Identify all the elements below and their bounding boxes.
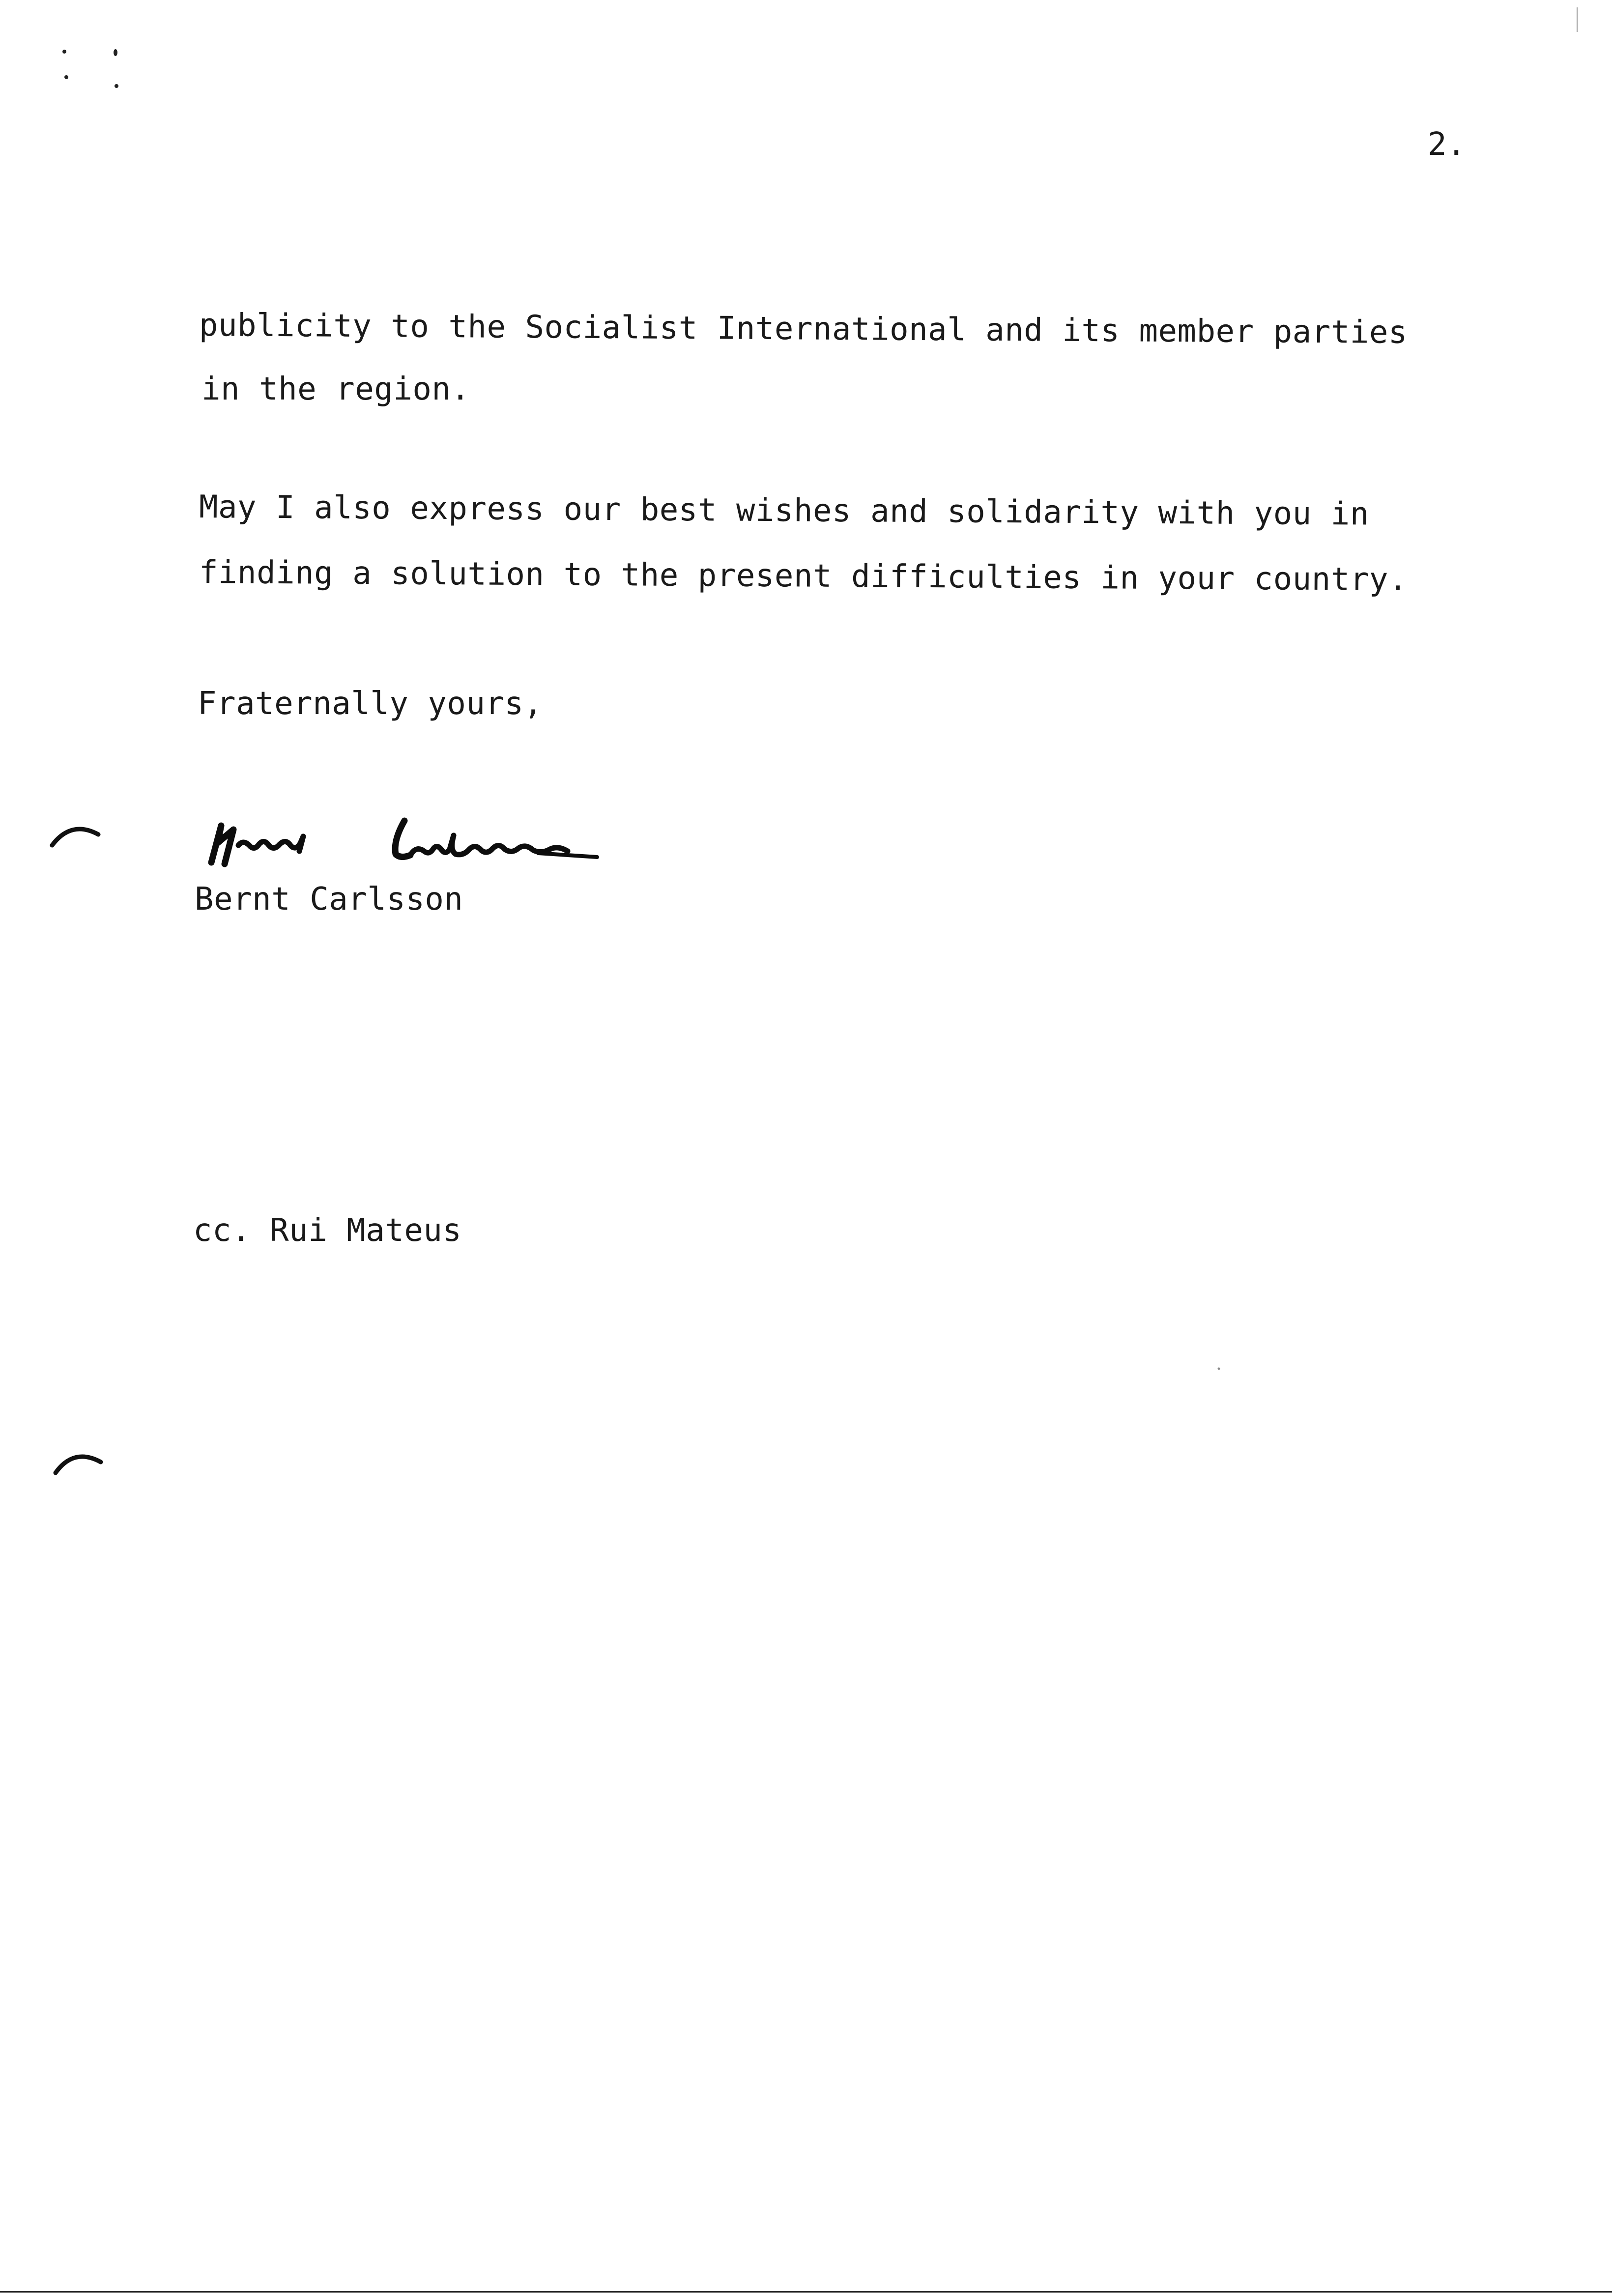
page-number: 2. bbox=[1428, 126, 1467, 163]
signer-name: Bernt Carlsson bbox=[195, 881, 463, 918]
punch-hole-arc-mark bbox=[52, 1442, 106, 1477]
cc-line: cc. Rui Mateus bbox=[193, 1212, 462, 1249]
body-line: publicity to the Socialist International and its member parties bbox=[199, 307, 1408, 351]
body-line: finding a solution to the present difficulties in your country. bbox=[199, 554, 1408, 599]
handwritten-signature bbox=[194, 806, 636, 875]
punch-hole-arc-mark bbox=[49, 816, 103, 850]
closing-salutation: Fraternally yours, bbox=[198, 686, 543, 722]
scan-edge-mark bbox=[1575, 7, 1580, 37]
body-line: May I also express our best wishes and solidarity with you in bbox=[199, 489, 1370, 533]
scan-dots-mark bbox=[57, 47, 125, 96]
scan-speck-mark bbox=[1216, 1366, 1221, 1371]
body-line: in the region. bbox=[202, 371, 470, 407]
scan-bottom-edge bbox=[0, 2291, 1612, 2293]
